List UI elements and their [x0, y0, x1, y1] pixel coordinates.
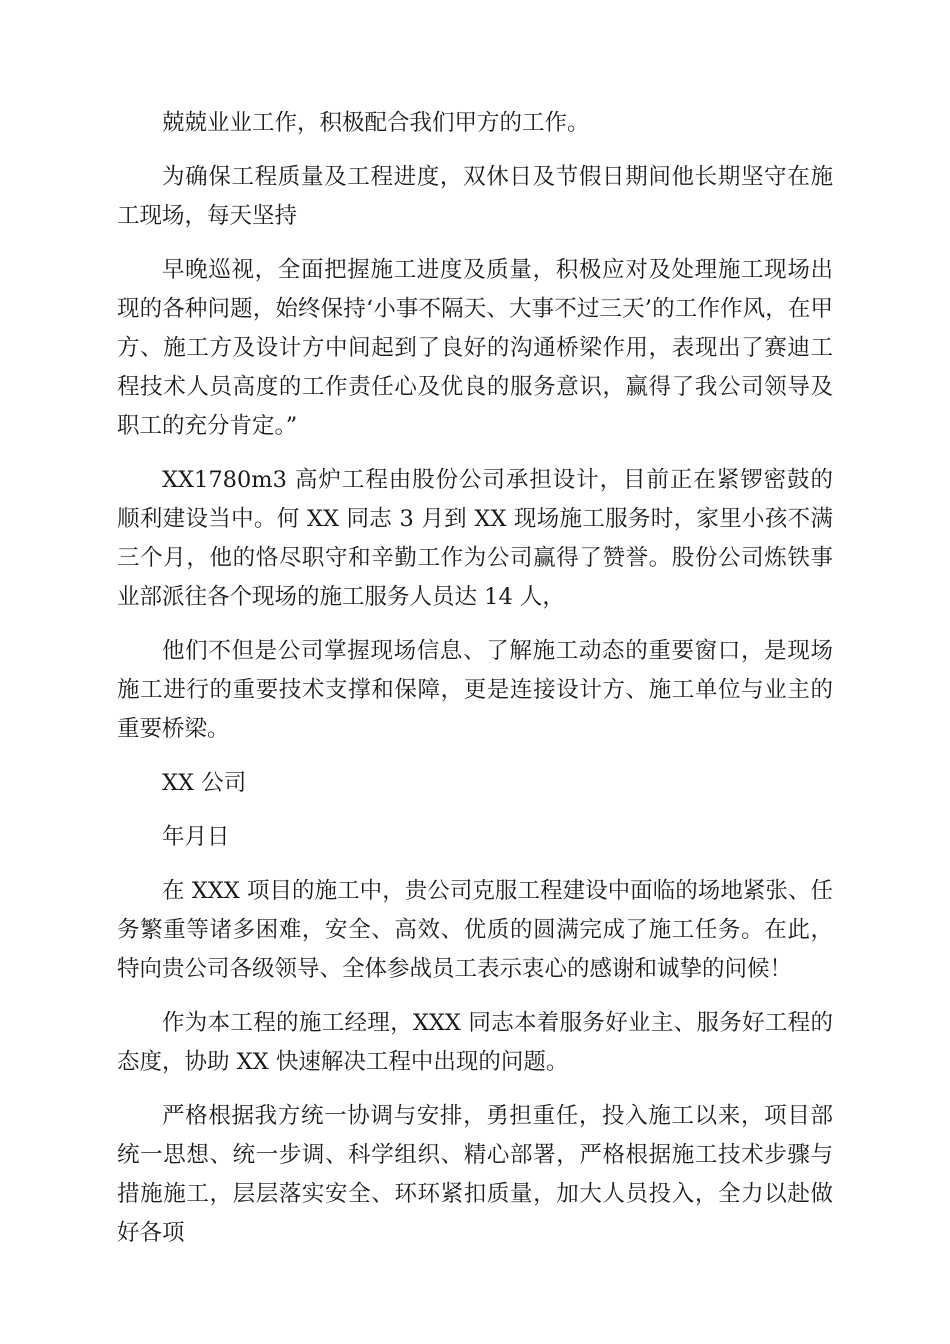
- paragraph-1: 兢兢业业工作，积极配合我们甲方的工作。: [162, 110, 590, 136]
- paragraph-9: 作为本工程的施工经理，XXX 同志本着服务好业主、服务好工程的态度，协助 XX 快速解决工程中出现的问题。: [117, 1010, 833, 1075]
- paragraph-4: XX1780m3 高炉工程由股份公司承担设计，目前正在紧锣密鼓的顺利建设当中。何 XX 同志 3 月到 XX 现场施工服务时，家里小孩不满三个月，他的恪尽职守和辛勤工作为公司赢得了赞誉。股份公司炼铁事业部派往各个现场的施工服务人员达 14 人，: [117, 467, 833, 610]
- document-body: [117, 104, 833, 1268]
- company-signature: XX 公司: [162, 770, 247, 796]
- paragraph-3: 早晚巡视，全面把握施工进度及质量，积极应对及处理施工现场出现的各种问题，始终保持‘小事不隔天、大事不过三天’的工作作风，在甲方、施工方及设计方中间起到了良好的沟通桥梁作用，表现出了赛迪工程技术人员高度的工作责任心及优良的服务意识，赢得了我公司领导及职工的充分肯定。”: [117, 257, 833, 439]
- paragraph-10: 严格根据我方统一协调与安排，勇担重任，投入施工以来，项目部统一思想、统一步调、科学组织、精心部署，严格根据施工技术步骤与措施施工，层层落实安全、环环紧扣质量，加大人员投入，全力以赴做好各项: [117, 1103, 833, 1246]
- paragraph-8: 在 XXX 项目的施工中，贵公司克服工程建设中面临的场地紧张、任务繁重等诸多困难，安全、高效、优质的圆满完成了施工任务。在此，特向贵公司各级领导、全体参战员工表示衷心的感谢和诚挚的问候！: [117, 878, 833, 982]
- paragraph-5: 他们不但是公司掌握现场信息、了解施工动态的重要窗口，是现场施工进行的重要技术支撑和保障，更是连接设计方、施工单位与业主的重要桥梁。: [117, 638, 833, 742]
- date-line: 年月日: [162, 824, 230, 850]
- paragraph-2: 为确保工程质量及工程进度，双休日及节假日期间他长期坚守在施工现场，每天坚持: [117, 164, 833, 229]
